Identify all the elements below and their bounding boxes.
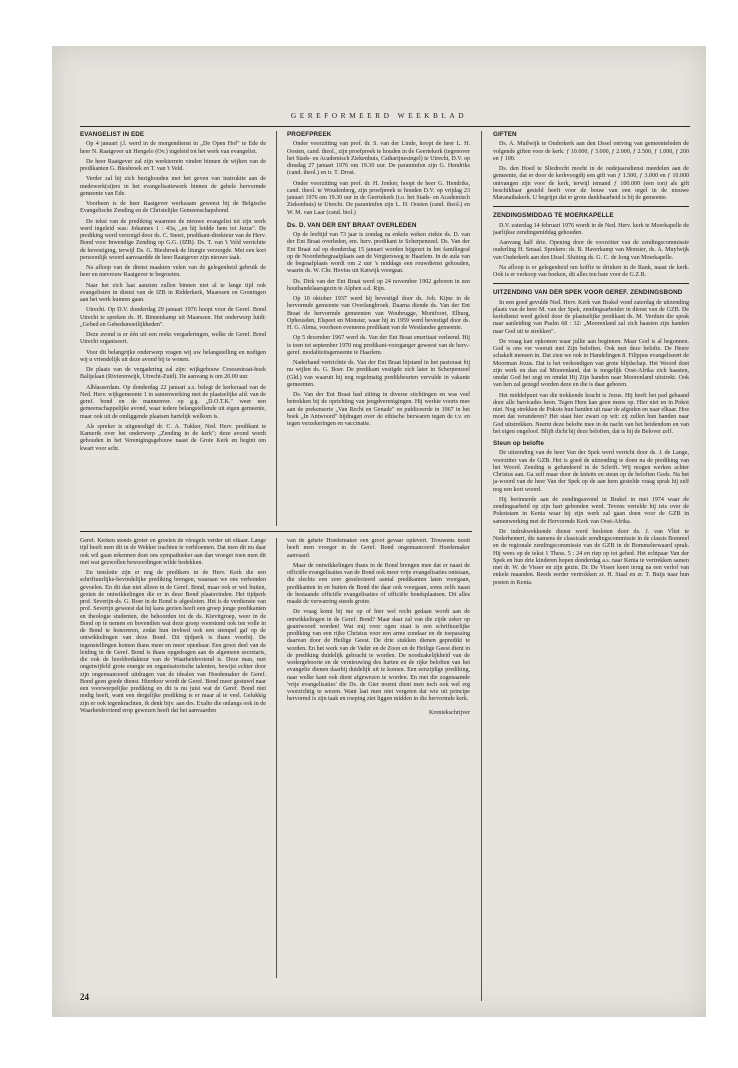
article-heading: UITZENDING VAN DER SPEK VOOR GEREF. ZENDINGSBOND xyxy=(493,289,683,297)
article-subheading: Steun op belofte xyxy=(493,440,544,447)
paragraph: De indrukwekkende dienst werd besloten door ds. J. van Vliet te Nederhemert, die namens de classicale zendingscommissie in de classis Bommel en de regionale zendingscommissie van de GZB in de Bommelerwaard sprak. Hij wees op de tekst 1 Thess. 5 : 24 en riep op tot gebed. Het echtpaar Van der Spek en hun drie kinderen hopen donderdag a.s. naar Kenia te vertrekken samen met dr. W. de Visser en zijn gezin. Dr. De Visser keert terug na een verlof van enkele maanden. Reeds eerder vertrokken zr. H. Staal en zr. T. Buijs naar hun posten in Kenia. xyxy=(493,528,689,586)
paragraph: Na afloop is er gelegenheid om koffie te drinken in de Rank, naast de kerk. Ook is er verkoop van boeken, dit alles ten bate voor de G.Z.B. xyxy=(493,264,689,278)
article-heading: ZENDINGSMIDDAG TE MOERKAPELLE xyxy=(493,212,614,220)
page-number: 24 xyxy=(80,992,89,1002)
paragraph: Naar het zich laat aanzien zullen binnen niet al te lange tijd ook evangelisten in dienst van de IZB in Ridderkerk, Maarssen en Groningen aan het werk kunnen gaan. xyxy=(80,282,266,303)
signature: Kroniekschrijver xyxy=(429,709,470,716)
paragraph: In een goed gevulde Ned. Herv. Kerk van Brakel vond zaterdag de uitzending plaats van de heer M. van der Spek, zendingsarbeider in dienst van de GZB. De kerkdienst werd geleid door de plaatselijke predikant ds. M. Verduin die sprak naar aanleiding van Psalm 68 : 32: „Moorenland zal zich haasten zijn handen naar God uit te strekken". xyxy=(493,299,689,335)
paragraph: Hij herinnerde aan de zendingsavond in Brakel in mei 1974 waar de zendingsarbeid op zijn hart gebonden werd. Tevens vertelde hij iets over de Pokotstam in Kenia waar hij zijn werk zal gaan doen voor de GZB in samenwerking met de Hervormde Kerk van Oost-Afrika. xyxy=(493,496,689,525)
section-rule xyxy=(493,283,689,284)
paragraph: De vraag komt bij me op of hier wel recht gedaan wordt aan de ontwikkelingen in de Geref. Bond? Maar daar zal van die zijde zeker op geantwoord worden! Wat mij voor ogen staat is een schriftuurlijke prediking van een rijke Christus voor een arme zondaar en de toepassing daarvan door de Heilige Geest. De drie stukken dienen gepredikt te worden. En het werk van de Vader en de Zoon en de Heilige Geest dient in de prediking duidelijk gebracht te worden. De noodzakelijkheid van de wedergeboorte en de vernieuwing des harten en de rijke beloften van het evangelie dienen daarbij duidelijk uit te komen. Een eenzijdige prediking, naar welke kant ook dient afgewezen te worden. En met die zogenaamde 'vrije evangelisaties' die Ds. de Gier noemt dient men toch ook wel erg voorzichtig te wezen. Want laat men niet vergeten dat wie uit principe hervormd is zijn taak en roeping ziet liggen midden in die hervormde kerk. xyxy=(287,609,470,703)
paragraph: Deze avond is er één uit een reeks vergaderingen, welke de Geref. Bond Utrecht organiseert. xyxy=(80,332,266,346)
paragraph: Ds. A. Muilwijk te Ouderkerk aan den IJssel ontving van gemeenteleden de volgende giften voor de kerk: ƒ 10.000, ƒ 3.000, ƒ 2.000, ƒ 2.500, ƒ 1.000, ƒ 200 en ƒ 100. xyxy=(493,141,689,162)
paragraph: Voorheen is de heer Raatgever werkzaam geweest bij de Belgische Evangelische Zending en de Christelijke Gemeenschapsbond. xyxy=(80,201,266,215)
paragraph: De plaats van de vergadering zal zijn: wijkgebouw Croesestraat-hoek Balijelaan (Rivierenwijk, Utrecht-Zuid). De aanvang is om 20.00 uur. xyxy=(80,367,266,381)
header-rule xyxy=(80,126,690,127)
column-evangelist-in-ede xyxy=(80,131,266,526)
column-proefpreek xyxy=(287,131,470,526)
paragraph: Geref. Kerken steeds groter en groeien de vleugels verder uit elkaar. Lange tijd heeft men dit in de Wekker trachten te verbloemen. Dat men dit nu daar ook wil gaan erkennen doet ons sympathieker aan dan vroeger toen men dit met wat gezwollen bewoordingen wilde bedekken. xyxy=(80,538,266,566)
paragraph: Ds. Van der Ent Braat had zitting in diverse stichtingen en was veel betrokken bij de oprichting van jeugdverenigingen. Hij werkte voorts mee aan de prekenserie „Van Recht en Genade" en publiceerde in 1967 in het boek „In Antwoord" bijdragen over de ethische bezwaren tegen de t.v. en tegen verzekeringen en vaccinatie. xyxy=(287,392,470,427)
paragraph: Onder voorzitting van prof. dr. H. Jonker, hoopt de heer G. Hendriks, cand. theol. te Woudenberg, zijn proefpreek te houden D.V. op vrijdag 23 januari 1976 om 19.30 uur in de Geertekerk (t.o. het Stads- en Academisch Ziekenhuis) te Utrecht. De paranimfen zijn L. H. Oosten (cand. theol.) en W. M. van Laar (cand. biol.) xyxy=(287,180,470,216)
paragraph: Als spreker is uitgenodigd dr. C. A. Tukker, Ned. Herv. predikant te Kamerik over het onderwerp „Zending in de kerk"; deze avond wordt gehouden in het Verenigingsgebouw naast de Grote Kerk en begint om kwart voor acht. xyxy=(80,423,266,452)
column-kroniek-right xyxy=(287,538,470,978)
paragraph: Maar de ontwikkelingen thans in de Bond brengen mee dat er naast de officiële evangelisaties van de Bond ook meer vrije evangelisaties ontstaan, die slechts een zeer geselecteerd aantal predikanten laten voorgaan, predikanten in en buiten de Bond die daar ook voorgaan, soms zelfs naast de bestaande officiële evangelisaties of officiële bondsplaatsen. Dit alles maakt de verwarring steeds groter. xyxy=(287,562,470,605)
column-giften xyxy=(493,131,689,1011)
column-rule-right xyxy=(481,131,482,1001)
paragraph: Verder zal hij zich bezighouden met het geven van instruktie aan de medewerk(st)ers in het evangelisatiewerk binnen de gehele hervormde gemeente van Ede. xyxy=(80,176,266,197)
section-divider xyxy=(80,531,472,532)
section-rule xyxy=(493,206,689,207)
article-heading: GIFTEN xyxy=(493,131,517,138)
paragraph: Op 5 december 1967 werd ds. Van der Ent Braat emeritaat verleend. Hij is toen tot september 1970 nog predikant-voorganger geweest van de herv.-geref. modaliteitsgemeente te Haarlem. xyxy=(287,335,470,356)
column-rule-bottom xyxy=(276,538,277,978)
paragraph: Op de leeftijd van 73 jaar is zondag na enkele weken ziekte ds. D. van der Ent Braat overleden, em. herv. predikant te Scherpenzeel. Ds. Van der Ent Braat zal op donderdag 15 januari worden bijgezet in het familiegraf op de Noorderbegraafplaats aan de Vergiersweg te Haarlem. In de aula van de begraafplaats wordt om 2 uur 's middags een rouwdienst gehouden, waarin ds. W. Chr. Hovius uit Katwijk voorgaat. xyxy=(287,232,470,275)
paragraph: Ds. Dirk van der Ent Braat werd op 24 november 1902 geboren in een houthandelaarsgezin te Alphen a.d. Rijn. xyxy=(287,278,470,292)
column-rule-top xyxy=(276,131,277,526)
paragraph: Aanvang half drie. Opening door de voorzitter van de zendingscommissie ouderling H. Smaal. Sprekers: ds. B. Haverkamp van Monster, ds. A. Muylwijk van Ouderkerk aan den IJssel. Sluiting ds. G. C. de Jong van Moerkapelle. xyxy=(493,240,689,261)
article-heading: EVANGELIST IN EDE xyxy=(80,131,145,138)
paragraph: Naderhand vertrichtte ds. Van der Ent Braat bijstand in het pastoraat bij nu wijlen ds. G. Boer. De predikant vestigde zich later in Scherpenzeel (Gld.) van waaruit hij nog regelmatig predikbeurten vervulde in vakante gemeenten. xyxy=(287,360,470,388)
paragraph: D.V. zaterdag 14 februari 1976 wordt in de Ned. Herv. kerk te Moerkapelle de jaarlijkse zendingsmiddag gehouden. xyxy=(493,222,689,236)
paragraph: van de gehele Hoedemaker een groot gevaar oplevert. Trouwens nooit heeft men vroeger in de Geref. Bond ongenuanceerd Hoedemaker aanvaard. xyxy=(287,538,470,559)
paragraph: De tekst van de prediking waarmee de nieuwe evangelist tot zijn werk werd ingeleid was: Johannes 1 : 43a, „en hij leidde hem tot Jezus". De prediking werd verzorgd door ds. C. Snoei, predikant-direkteur van de Herv. Bond voor Inwendige Zending op G.G. (IZB). Ds. T. van 't Veld verrichtte de bevestiging, terwijl Ds. G. Biesbroek de liturgie verzorgde. Met een kort persoonlijk woord aanvaardde de heer Raatgever zijn nieuwe taak. xyxy=(80,218,266,261)
paragraph: Na afloop van de dienst maakten velen van de gelegenheid gebruik de heer en mevrouw Raatgever te begroeten. xyxy=(80,265,266,279)
paragraph: Het middelpunt van die trekkende kracht is Jezus. Hij heeft het pad gebaand door alle barricades heen. Tegen Hem kan geen mens op. Hier niet en in Pokot niet. Nog strekken de Pokots hun handen uit naar de afgoden en naar elkaar. Hoe moet dat veranderen? Het staat hier zwart op wit: zij zullen hun handen naar God uitstrekken. Neemt deze belofte mee in de nacht van het heidendom en van het eigen ongeloof. Blijft dicht bij deze beloften, dat is bij de Belover zelf. xyxy=(493,392,689,435)
paragraph: Alblasserdam. Op donderdag 22 januari a.s. belegt de kerkeraad van de Ned. Herv. wijkgemeente 1 in samenwerking met de plaatselijke afd. van de geref. bond en de mannenver. op g.g. „D.O.T.K." weer een gemeenschappelijke avond, waar iedere belangstellende uit eigen gemeente, maar ook uit de omliggende plaatsen hartelijk welkom is. xyxy=(80,384,266,420)
paragraph: Ds. den Hoed te Sliedrecht mocht in de oudejaarsdienst meedelen aan de gemeente, dat er door de kerkvoogdij een gift van ƒ 1.500, ƒ 3.000 en ƒ 10.000 ontvangen zijn voor de kerk, terwijl iemand ƒ 100.000 (een ton) als gift beschikbaar gesteld heeft voor de bouw van een orgel in de nieuwe Maranathakerk. U begrijpt dat er grote dankbaarheid is bij de gemeente. xyxy=(493,166,689,201)
paragraph: En tenslotte zijn er nog de predikers in de Herv. Kerk die een schriftuurlijke-bevindelijke prediking brengen, waaraan we ons verbonden gevoelen. En dit dan niet alleen in de Geref. Bond, maar ook er wel buiten, gezien de ontwikkelingen die er in deze Bond plaatsvinden. Het tijdperk prof. Severijn-ds. G. Boer in de Bond is afgesloten. Het is de verdienste van prof. Severijn geweest dat hij kans gezien heeft een groep jonge predikanten en theologie studenten, die behoorden tot de ds. Kievitgroep, weer in de Bond op te nemen en bovendien wat deze groep voorstond ook ten volle in de Bond te honoreren, zodat hun invloed ook een stempel gaf op de ontwikkelingen van deze Bond. Dit tijdperk is thans voorbij. De tegenstellingen komen thans meer en meer openbaar. Een groot deel van de leiding in de Geref. Bond is thans opgedragen aan de algemeen secretaris, die ook de hoofdredakteur van de Waarheidsvriend is. Deze man, met ongetwijfeld grote energie en organisatorische talenten, bewijst echter door zijn ongenuanceerd uitdragen van de idealen van Hoedemaker de Geref. Bond geen goede dienst. Hierdoor wordt de Geref. Bond meer gestuwd naar een voorwerpelijke prediking en dit is nu juist wat de Geref. Bond niet nodig heeft, want een dergelijke prediking is er maar al te veel. Gelukkig zijn er ook tegenkrachten, ik denk bijv. aan drs. Exalto die onlangs ook in de Waarheidsvriend erop gewezen heeft dat het aanvaarden xyxy=(80,570,266,714)
paragraph: Op 4 januari j.l. werd in de morgendienst in „De Open Hof" te Ede de heer N. Raatgever uit Hengelo (Ov.) ingeleid tot het werk van evangelist. xyxy=(80,141,266,155)
article-heading: Ds. D. VAN DER ENT BRAAT OVERLEDEN xyxy=(287,221,417,229)
paragraph: Onder voorzitting van prof. dr. S. van der Linde, hoopt de heer L. H. Oosten, cand. theol., zijn proefpreek te houden in de Geertekerk (tegenover het Stads- en Academisch Ziekenhuis, Catharijnesingel) te Utrecht, D.V. op dinsdag 27 januari 1976 om 19.30 uur. De paranimfen zijn G. Hendriks (cand. theol.) en ir. T. Drost. xyxy=(287,141,470,177)
paragraph: Utrecht. Op D.V. donderdag 29 januari 1976 hoopt voor de Geref. Bond Utrecht te spreken ds. H. Binnenkamp uit Maarssen. Het onderwerp luidt: „Gebed en Gebedsmoeilijkheden". xyxy=(80,307,266,328)
paragraph: De uitzending van de heer Van der Spek werd verricht door ds. J. de Lange, voorzitter van de GZB. Het is goed de uitzending te doen na de prediking van het Woord. Zending is gefundeerd in de Schrift. Wij mogen werken achter Christus aan. Ga zelf maar door de knieën en steun op de beloften Gods. Na het ja-woord van de heer Van der Spek op de aan hem gestelde vraag sprak hij zelf nog een kort woord. xyxy=(493,450,689,493)
paragraph: Voor dit belangrijke onderwerp vragen wij uw belangstelling en nodigen wij u vriendelijk uit deze avond bij te wonen. xyxy=(80,349,266,363)
paragraph: De heer Raatgever zal zijn werkterrein vinden binnen de wijken van de predikanten G. Biesbroek en T. van 't Veld. xyxy=(80,158,266,172)
running-head: GEREFORMEERD WEEKBLAD xyxy=(290,111,468,120)
article-heading: PROEFPREEK xyxy=(287,131,332,138)
column-kroniek-left xyxy=(80,538,266,978)
paragraph: De vraag kan opkomen waar jullie aan beginnen. Maar God is al begonnen. God is ons ver vooruit met Zijn beloften. Ook met deze belofte. De Heere schakelt mensen in. Dat zien we ook in Handelingen 8. Filippus evangeliseert de Moorman Jezus. Dat is het verkondigen van grote blijdschap. Het Woord doet zijn werk en dan zal Moorenland, dat is mogelijk Oost-Afrika zich haasten, omdat God het zegt en omdat Hij Zijn handen naar Moorenland uitstrekt. Ook van hen zal gezegd worden deze en die is daar geboren. xyxy=(493,338,689,389)
paragraph: Op 10 oktober 1937 werd hij bevestigd door ds. Joh. Kijne in de hervormde gemeente van Overlangbroek. Daarna diende ds. Van der Ent Braat de hervormde gemeenten van Woubrugge, Montfoort, Elburg, Opheusden, Elspeet en Monster, waar hij in 1959 werd bevestigd door ds. H. G. Abma, voorheen eveneens predikant van de Westlandse gemeente. xyxy=(287,296,470,331)
newspaper-page xyxy=(52,46,706,1017)
